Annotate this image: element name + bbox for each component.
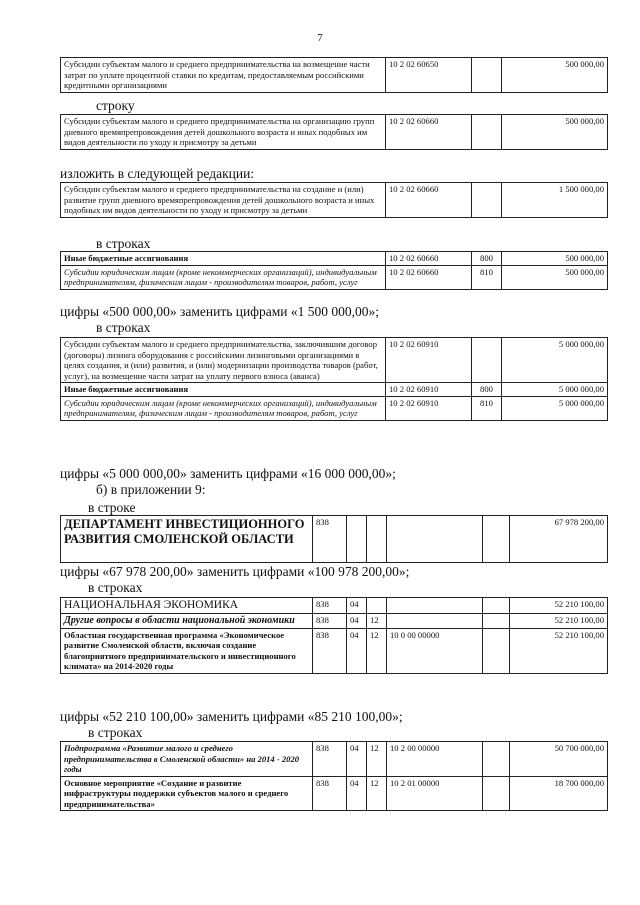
row-vr	[483, 598, 510, 614]
row-sum: 500 000,00	[502, 265, 608, 289]
table-row	[61, 776, 608, 811]
row-name: Другие вопросы в области национальной экономики	[61, 614, 313, 629]
row-pr: 12	[367, 776, 387, 811]
table-subprogram	[60, 741, 608, 811]
table-row	[61, 183, 608, 218]
row-ved: 838	[313, 516, 347, 563]
row-ved: 838	[313, 628, 347, 673]
table-national-economy	[60, 597, 608, 674]
table-row	[61, 383, 608, 397]
row-sum: 67 978 200,00	[510, 516, 608, 563]
table-subsidy-interest	[60, 57, 608, 93]
instruction-line: строку	[96, 98, 135, 113]
table-row	[61, 742, 608, 777]
instruction-line: изложить в следующей редакции:	[60, 166, 255, 181]
row-code: 10 2 02 60910	[386, 383, 472, 397]
row-pr	[367, 598, 387, 614]
row-rz: 04	[347, 776, 367, 811]
row-vr	[472, 338, 502, 383]
row-name: Иные бюджетные ассигнования	[61, 252, 386, 266]
row-sum: 18 700 000,00	[510, 776, 608, 811]
row-sum: 1 500 000,00	[502, 183, 608, 218]
row-vr	[483, 516, 510, 563]
row-rz	[347, 516, 367, 563]
instruction-line: цифры «52 210 100,00» заменить цифрами «85 210 100,00»;	[60, 709, 403, 724]
table-row	[61, 614, 608, 629]
row-pr: 12	[367, 614, 387, 629]
table-row	[61, 628, 608, 673]
table-leasing-subsidy	[60, 337, 608, 421]
row-name: Субсидии субъектам малого и среднего предпринимательства, заключившим договор (договоры) лизинга оборудования с российскими лизинговыми организациями в целях создания, и (или) развития, и (или) модернизации производства товаров (работ, услуг), на возмещение части затрат на уплату первого взноса (аванса)	[61, 338, 386, 383]
row-sum: 5 000 000,00	[502, 383, 608, 397]
row-vr: 800	[472, 252, 502, 266]
row-code: 10 2 02 60660	[386, 183, 472, 218]
table-row	[61, 265, 608, 289]
row-code: 10 2 02 60660	[386, 115, 472, 150]
row-name: Субсидии субъектам малого и среднего предпринимательства на создание и (или) развитие групп дневного времяпрепровождения детей дошкольного возраста и иных подобных им видов деятельности по уходу и присмотру за детьми	[61, 183, 386, 218]
instruction-line: в строках	[88, 725, 143, 740]
row-vr	[483, 742, 510, 777]
row-pr	[367, 516, 387, 563]
row-vr	[472, 115, 502, 150]
row-code: 10 2 02 60910	[386, 338, 472, 383]
row-sum: 50 700 000,00	[510, 742, 608, 777]
row-name: НАЦИОНАЛЬНАЯ ЭКОНОМИКА	[61, 598, 313, 614]
row-vr	[472, 183, 502, 218]
row-name: ДЕПАРТАМЕНТ ИНВЕСТИЦИОННОГО РАЗВИТИЯ СМОЛЕНСКОЙ ОБЛАСТИ	[61, 516, 313, 563]
instruction-line: цифры «500 000,00» заменить цифрами «1 500 000,00»;	[60, 304, 379, 319]
row-vr	[483, 776, 510, 811]
table-row	[61, 338, 608, 383]
row-sum: 500 000,00	[502, 115, 608, 150]
row-rz: 04	[347, 742, 367, 777]
row-code	[387, 614, 483, 629]
row-sum: 52 210 100,00	[510, 614, 608, 629]
row-code: 10 2 02 60660	[386, 265, 472, 289]
table-subsidy-groups-old	[60, 114, 608, 150]
table-row	[61, 396, 608, 420]
row-ved: 838	[313, 742, 347, 777]
row-ved: 838	[313, 598, 347, 614]
row-name: Подпрограмма «Развитие малого и среднего предпринимательства в Смоленской области» на 2014 - 2020 годы	[61, 742, 313, 777]
row-sum: 52 210 100,00	[510, 598, 608, 614]
row-code: 10 2 00 00000	[387, 742, 483, 777]
instruction-line: в строках	[88, 580, 143, 595]
instruction-line: в строках	[96, 320, 151, 335]
row-sum: 500 000,00	[502, 252, 608, 266]
row-vr: 800	[472, 383, 502, 397]
row-vr: 810	[472, 265, 502, 289]
table-budget-assignments-1	[60, 251, 608, 290]
instruction-line: в строках	[96, 236, 151, 251]
row-code: 10 2 01 00000	[387, 776, 483, 811]
row-vr: 810	[472, 396, 502, 420]
row-ved: 838	[313, 776, 347, 811]
row-vr	[483, 614, 510, 629]
row-code	[387, 516, 483, 563]
row-name: Основное мероприятие «Создание и развитие инфраструктуры поддержки субъектов малого и среднего предпринимательства»	[61, 776, 313, 811]
row-rz: 04	[347, 614, 367, 629]
row-name: Субсидии субъектам малого и среднего предпринимательства на организацию групп дневного времяпрепровождения детей дошкольного возраста и иных подобных им видов деятельности по уходу и присмотру за детьми	[61, 115, 386, 150]
row-sum: 52 210 100,00	[510, 628, 608, 673]
table-row	[61, 115, 608, 150]
page-number: 7	[317, 32, 323, 44]
row-pr: 12	[367, 742, 387, 777]
row-sum: 500 000,00	[502, 58, 608, 93]
row-vr	[483, 628, 510, 673]
row-ved: 838	[313, 614, 347, 629]
row-sum: 5 000 000,00	[502, 396, 608, 420]
row-rz: 04	[347, 628, 367, 673]
row-code: 10 0 00 00000	[387, 628, 483, 673]
row-code: 10 2 02 60650	[386, 58, 472, 93]
row-rz: 04	[347, 598, 367, 614]
row-code	[387, 598, 483, 614]
instruction-line: б) в приложении 9:	[96, 482, 206, 497]
row-name: Субсидии субъектам малого и среднего предпринимательства на возмещение части затрат по уплате процентной ставки по кредитам, предоставляемым российскими кредитными организациями	[61, 58, 386, 93]
table-department	[60, 515, 608, 563]
table-row	[61, 58, 608, 93]
table-row	[61, 516, 608, 563]
instruction-line: в строке	[88, 500, 136, 515]
row-code: 10 2 02 60910	[386, 396, 472, 420]
table-row	[61, 252, 608, 266]
instruction-line: цифры «5 000 000,00» заменить цифрами «16 000 000,00»;	[60, 466, 396, 481]
row-name: Субсидии юридическим лицам (кроме некоммерческих организаций), индивидуальным предпринимателям, физическим лицам - производителям товаров, работ, услуг	[61, 265, 386, 289]
table-subsidy-groups-new	[60, 182, 608, 218]
row-pr: 12	[367, 628, 387, 673]
row-name: Областная государственная программа «Экономическое развитие Смоленской области, включая создание благоприятного предпринимательского и инвестиционного климата» на 2014-2020 годы	[61, 628, 313, 673]
table-row	[61, 598, 608, 614]
row-sum: 5 000 000,00	[502, 338, 608, 383]
instruction-line: цифры «67 978 200,00» заменить цифрами «100 978 200,00»;	[60, 564, 410, 579]
row-name: Субсидии юридическим лицам (кроме некоммерческих организаций), индивидуальным предпринимателям, физическим лицам - производителям товаров, работ, услуг	[61, 396, 386, 420]
row-name: Иные бюджетные ассигнования	[61, 383, 386, 397]
row-code: 10 2 02 60660	[386, 252, 472, 266]
row-vr	[472, 58, 502, 93]
